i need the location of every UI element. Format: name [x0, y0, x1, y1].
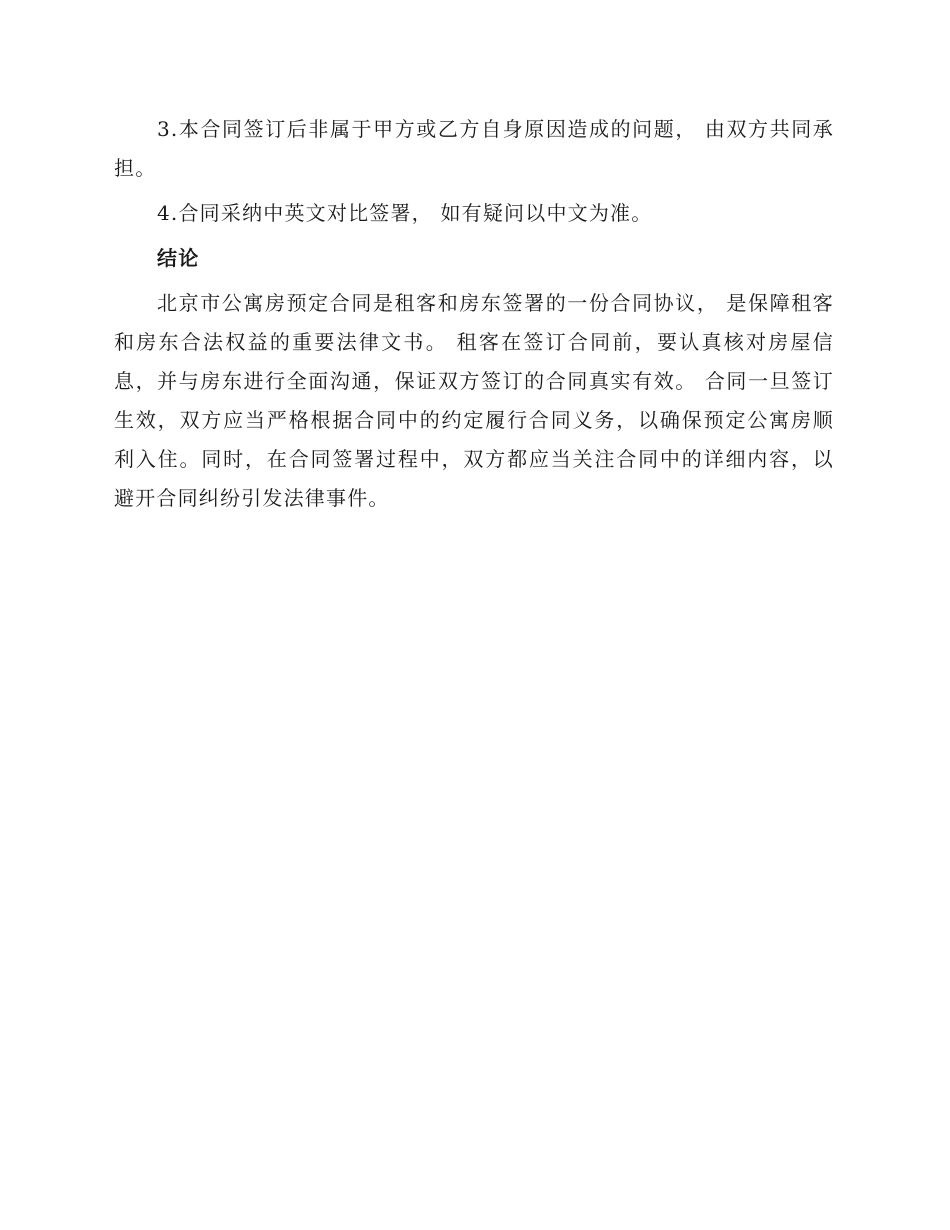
- document-body: [114, 110, 834, 524]
- clause-4-paragraph: 4.合同采纳中英文对比签署， 如有疑问以中文为准。: [157, 201, 653, 225]
- conclusion-paragraph: 北京市公寓房预定合同是租客和房东签署的一份合同协议， 是保障租客和房东合法权益的重要法律文书。 租客在签订合同前，要认真核对房屋信息，并与房东进行全面沟通，保证双方签订的合同真实有效。 合同一旦签订生效，双方应当严格根据合同中的约定履行合同义务，以确保预定公寓房顺利入住。同时，在合同签署过程中，双方都应当关注合同中的详细内容，以避开合同纠纷引发法律事件。: [114, 291, 834, 510]
- conclusion-heading: 结论: [157, 246, 200, 270]
- clause-3-paragraph: 3.本合同签订后非属于甲方或乙方自身原因造成的问题， 由双方共同承担。: [114, 117, 834, 180]
